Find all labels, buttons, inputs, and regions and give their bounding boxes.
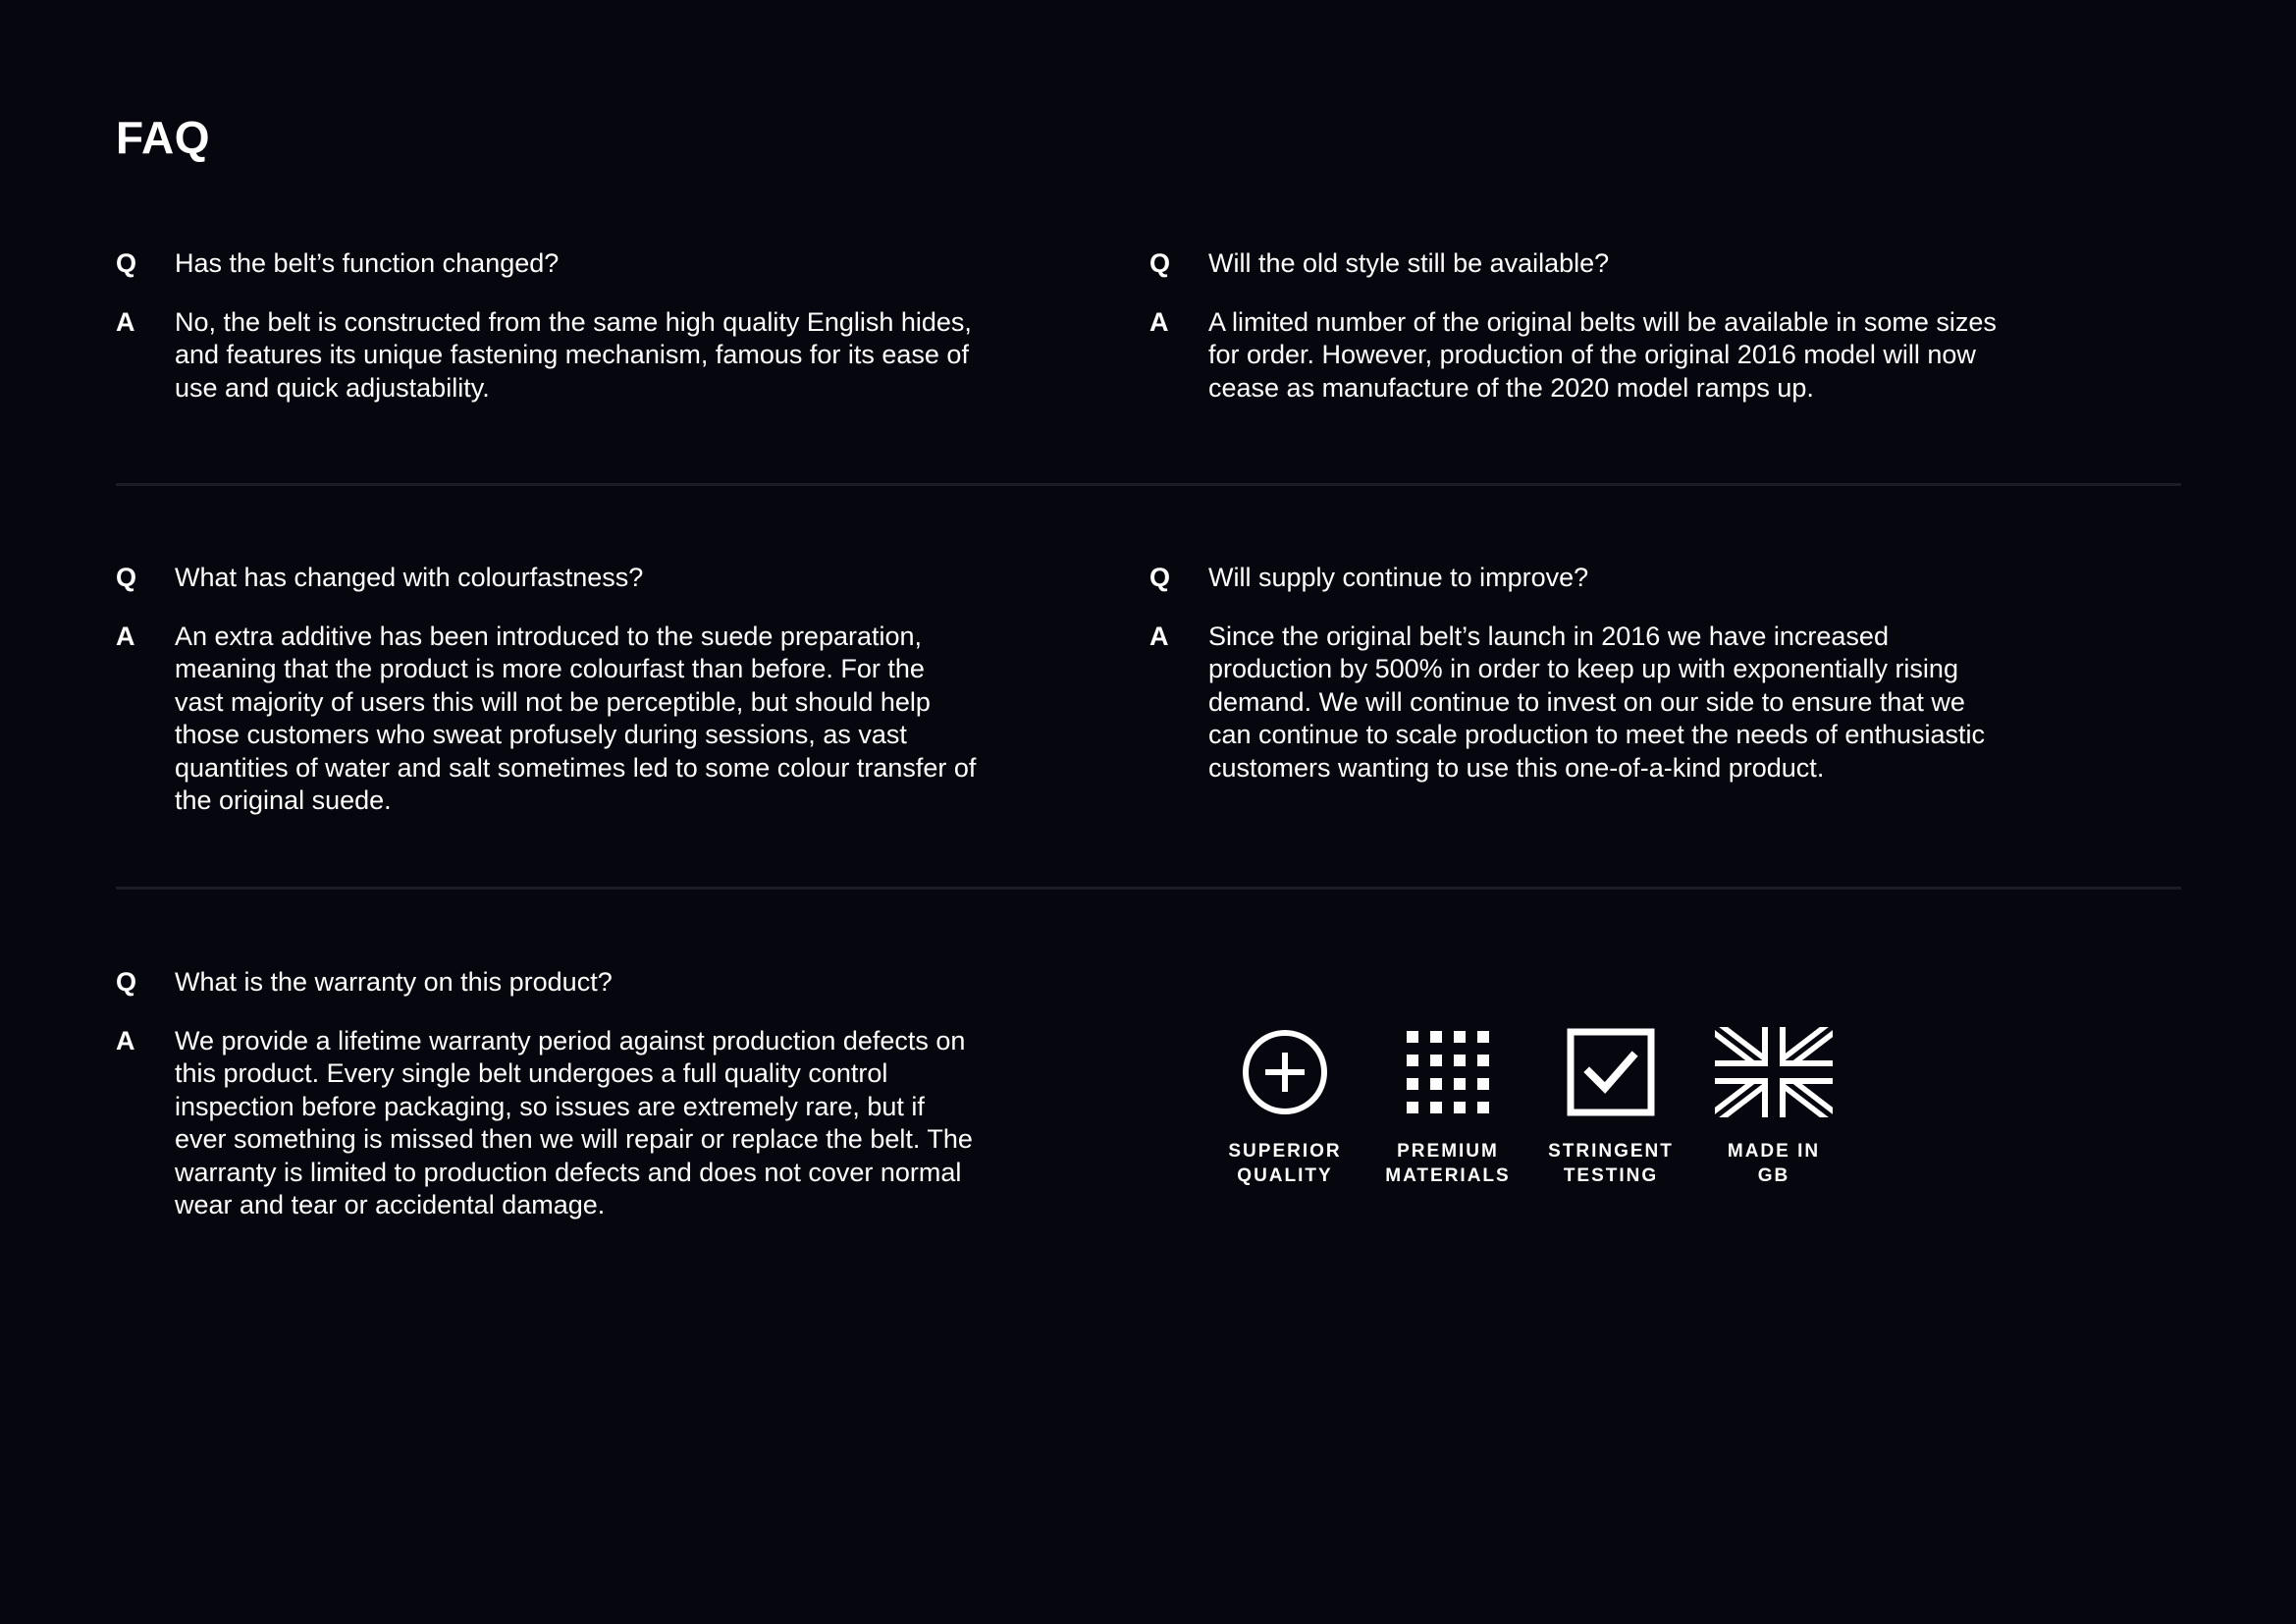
faq-item — [116, 562, 980, 818]
badge-superior-quality — [1203, 1027, 1366, 1188]
badge-stringent-testing — [1529, 1027, 1692, 1188]
faq-question: What is the warranty on this product? — [175, 967, 613, 997]
faq-answer-row — [1149, 306, 2013, 406]
answer-marker: A — [116, 621, 135, 651]
faq-answer: No, the belt is constructed from the same high quality English hides, and features its unique fastening mechanism, famous for its ease of use and quick adjustability. — [175, 306, 972, 403]
union-flag-icon — [1715, 1027, 1833, 1117]
faq-question-row — [116, 247, 980, 281]
faq-question: Has the belt’s function changed? — [175, 248, 560, 278]
answer-marker: A — [1149, 306, 1169, 337]
faq-item — [116, 247, 980, 405]
faq-question: Will the old style still be available? — [1208, 248, 1610, 278]
badge-label: PREMIUM MATERIALS — [1385, 1141, 1511, 1186]
faq-question-row — [1149, 562, 2013, 595]
faq-question-row — [1149, 247, 2013, 281]
question-marker: Q — [1149, 563, 1171, 592]
section-divider — [116, 887, 2181, 890]
question-marker: Q — [1149, 248, 1171, 278]
plus-circle-icon — [1240, 1027, 1330, 1117]
faq-question: What has changed with colourfastness? — [175, 563, 644, 592]
badge-made-in-gb — [1692, 1027, 1855, 1188]
question-marker: Q — [116, 563, 137, 592]
badge-label: MADE IN GB — [1727, 1141, 1821, 1186]
faq-item — [1149, 562, 2013, 785]
answer-marker: A — [116, 306, 135, 337]
faq-answer-row — [116, 621, 980, 818]
page-title: FAQ — [116, 112, 211, 163]
badge-label: SUPERIOR QUALITY — [1228, 1141, 1342, 1186]
faq-item — [116, 966, 980, 1222]
badge-premium-materials — [1366, 1027, 1529, 1188]
badge-label: STRINGENT TESTING — [1548, 1141, 1674, 1186]
checkbox-icon — [1566, 1027, 1656, 1117]
faq-answer-row — [116, 1025, 980, 1222]
question-marker: Q — [116, 248, 137, 278]
faq-item — [1149, 247, 2013, 405]
faq-answer: An extra additive has been introduced to the suede preparation, meaning that the product is more colourfast than before. For the vast majority of users this will not be perceptible, but should help those customers who sweat profusely during sessions, as vast quantities of water and salt sometimes led to some colour transfer of the original suede. — [175, 621, 977, 815]
faq-answer: A limited number of the original belts will be available in some sizes for order. However, production of the original 2016 model will now cease as manufacture of the 2020 model ramps up. — [1208, 306, 1997, 403]
section-divider — [116, 483, 2181, 486]
answer-marker: A — [1149, 621, 1169, 651]
question-marker: Q — [116, 967, 137, 997]
answer-marker: A — [116, 1025, 135, 1056]
dot-grid-icon — [1403, 1027, 1493, 1117]
faq-answer: Since the original belt’s launch in 2016 we have increased production by 500% in order to keep up with exponentially rising demand. We will continue to invest on our side to ensure that we can continue to scale production to meet the needs of enthusiastic customers wanting to use this one-of-a-kind product. — [1208, 621, 1986, 783]
faq-answer-row — [1149, 621, 2013, 785]
faq-question: Will supply continue to improve? — [1208, 563, 1589, 592]
faq-answer: We provide a lifetime warranty period against production defects on this product. Every single belt undergoes a full quality control inspection before packaging, so issues are extremely rare, but if ever something is missed then we will repair or replace the belt. The warranty is limited to production defects and does not cover normal wear and tear or accidental damage. — [175, 1025, 973, 1219]
faq-question-row — [116, 966, 980, 1000]
faq-answer-row — [116, 306, 980, 406]
feature-badges — [1203, 1027, 1855, 1188]
faq-question-row — [116, 562, 980, 595]
